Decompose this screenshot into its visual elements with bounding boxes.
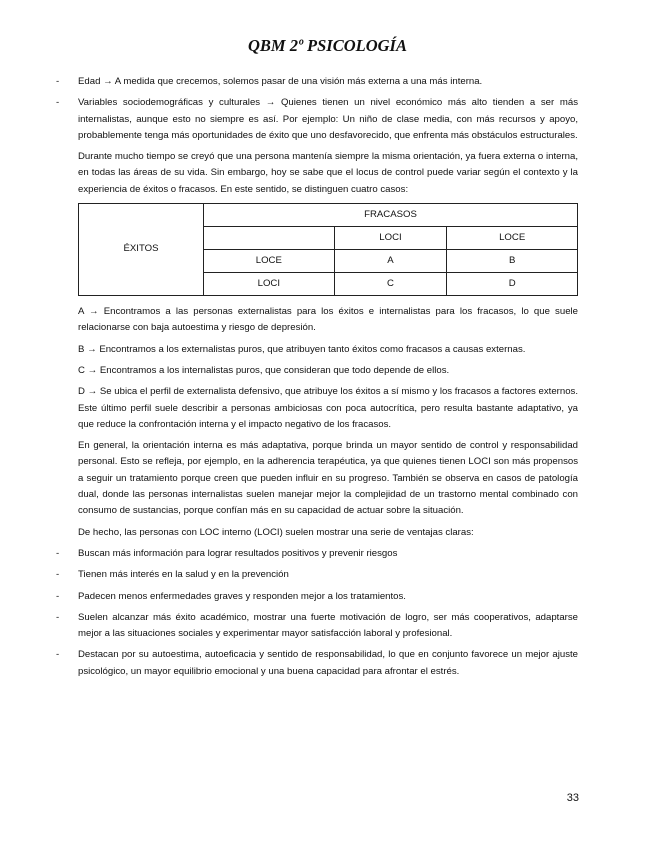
list-item <box>56 546 578 562</box>
table-cell-b: B <box>447 250 578 273</box>
list-item <box>56 589 578 605</box>
page-number: 33 <box>566 792 579 804</box>
bullet-dash: - <box>56 569 60 581</box>
paragraph-general: En general, la orientación interna es más adaptativa, porque brinda un mayor sentido de control y responsabilidad personal. Esto se refleja, por ejemplo, en la adherencia terapéutica, ya que quienes tienen LOCI son más propensos a seguir un tratamiento porque creen que pueden influir en su progreso. También se observa en casos de patología dual, donde las personas internalistas suelen manejar mejor la complejidad de un trastorno mental combinado con consumo de sustancias, porque confían más en su capacidad de actuar sobre la situación. <box>78 440 578 517</box>
bullet-dash: - <box>56 76 60 87</box>
locus-table-wrapper <box>78 203 578 296</box>
paragraph-case-c: C → Encontramos a los internalistas puros, que consideran que todo depende de ellos. <box>78 364 450 376</box>
table-cell-exitos: ÉXITOS <box>79 204 204 296</box>
table-cell-d: D <box>447 273 578 296</box>
table-cell-empty <box>204 227 335 250</box>
page-content <box>56 74 578 685</box>
list-item <box>56 647 578 680</box>
paragraph-case-d: D → Se ubica el perfil de externalista defensivo, que atribuye los éxitos a sí mismo y los fracasos a factores externos. Este último perfil suele describir a personas ambiciosas con poca autocrítica, pero resulta bastante adaptativo, ya que reduce la confrontación interna y el impacto negativo de los fracasos. <box>78 386 578 430</box>
table-cell-c: C <box>334 273 447 296</box>
bullet-list-bottom <box>56 546 578 680</box>
paragraph-intro: Durante mucho tiempo se creyó que una persona mantenía siempre la misma orientación, ya fuera externa o interna, en todas las áreas de su vida. Sin embargo, hoy se sabe que el locus de control puede variar según el contexto y la experiencia de éxitos o fracasos. En este sentido, se distinguen cuatro casos: <box>78 151 578 195</box>
list-item <box>56 74 578 90</box>
locus-table <box>78 203 578 296</box>
paragraph-hecho: De hecho, las personas con LOC interno (LOCI) suelen mostrar una serie de ventajas claras: <box>78 526 474 538</box>
bullet-dash: - <box>56 97 60 109</box>
list-item-text: Padecen menos enfermedades graves y responden mejor a los tratamientos. <box>78 590 406 602</box>
page-title: QBM 2º PSICOLOGÍA <box>248 36 407 55</box>
table-row <box>79 204 578 227</box>
bullet-list-top <box>56 74 578 144</box>
bullet-dash: - <box>56 547 60 559</box>
list-item-text: Buscan más información para lograr resultados positivos y prevenir riesgos <box>78 547 398 559</box>
table-row-label-loci: LOCI <box>204 273 335 296</box>
list-item <box>56 610 578 643</box>
bullet-dash: - <box>56 649 60 661</box>
list-item-text: Destacan por su autoestima, autoeficacia y sentido de responsabilidad, lo que en conjunto favorece un mejor ajuste psicológico, un mayor equilibrio emocional y una buena capacidad para afrontar el estrés. <box>78 649 578 677</box>
list-item <box>56 95 578 144</box>
bullet-dash: - <box>56 611 60 623</box>
list-item-text: Suelen alcanzar más éxito académico, mostrar una fuerte motivación de logro, ser más cooperativos, adaptarse mejor a las situaciones sociales y experimentar mayor satisfacción laboral y profesional. <box>78 611 578 640</box>
table-header-loci: LOCI <box>334 227 447 250</box>
table-cell-fracasos: FRACASOS <box>204 204 578 227</box>
paragraph-case-a: A → Encontramos a las personas externalistas para los éxitos e internalistas para los fracasos, lo que suele relacionarse con baja autoestima y riesgo de depresión. <box>78 306 578 334</box>
paragraph-case-b: B → Encontramos a los externalistas puros, que atribuyen tanto éxitos como fracasos a causas externas. <box>78 343 526 355</box>
bullet-dash: - <box>56 590 60 602</box>
table-row-label-loce: LOCE <box>204 250 335 273</box>
list-item <box>56 567 578 583</box>
list-item-text: Variables sociodemográficas y culturales → Quienes tienen un nivel económico más alto tienden a ser más internalistas, aunque esto no siempre es así. Por ejemplo: Un niño de clase media, con más recursos y apoyo, probablemente tenga más oportunidades de éxito que uno desfavorecido, que enfrenta más obstáculos estructurales. <box>78 97 578 141</box>
list-item-text: Edad → A medida que crecemos, solemos pasar de una visión más externa a una más interna. <box>78 76 483 87</box>
table-cell-a: A <box>334 250 447 273</box>
table-header-loce: LOCE <box>447 227 578 250</box>
list-item-text: Tienen más interés en la salud y en la prevención <box>78 569 289 581</box>
